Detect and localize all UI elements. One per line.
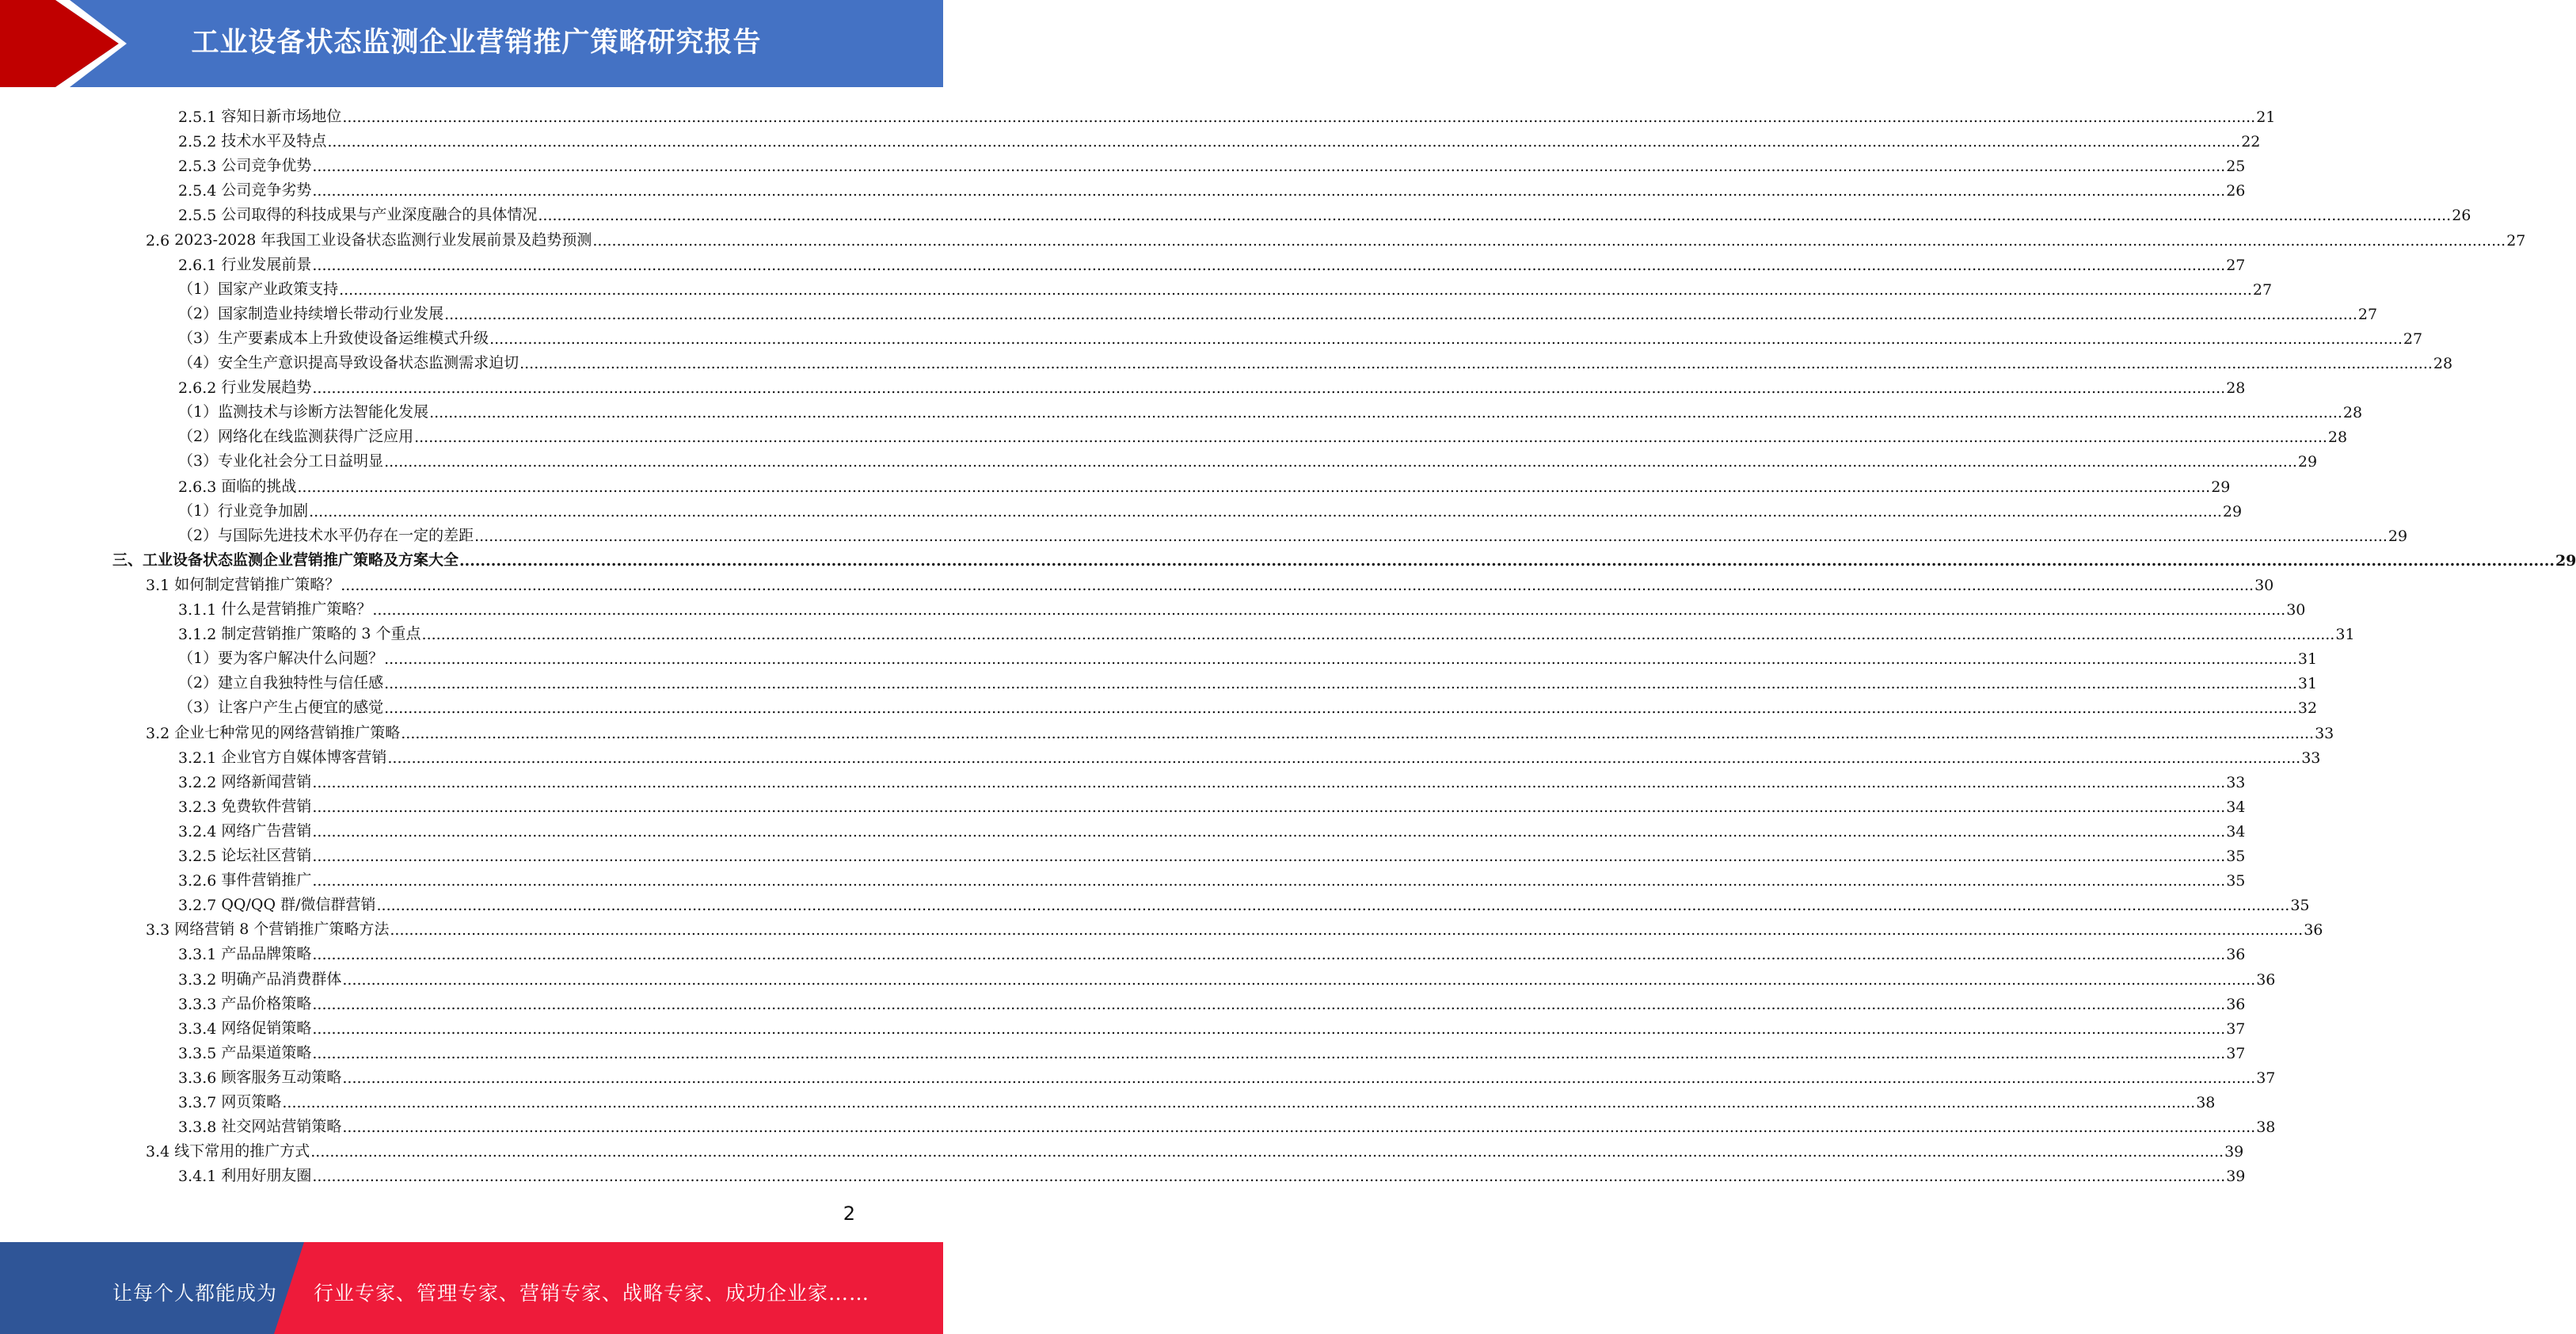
toc-entry-title: 公司取得的科技成果与产业深度融合的具体情况 (221, 206, 538, 224)
toc-entry-title: 如何制定营销推广策略？ (174, 575, 341, 593)
toc-entry-number: 3.3 (146, 921, 170, 940)
toc-entry-title: 行业发展前景 (221, 255, 312, 273)
toc-dot-leader: ................................................................................................................................................................................................................................................................................................................................................................................................................ (519, 355, 2433, 372)
toc-entry-number: 2.6.3 (178, 478, 217, 496)
toc-entry-title: （3）让客户产生占便宜的感觉 (178, 699, 384, 717)
toc-entry-page: 28 (2342, 404, 2363, 422)
toc-entry-title: （1）国家产业政策支持 (178, 280, 339, 298)
toc-entry-number: 3.1 (146, 576, 170, 594)
toc-entry[interactable] (178, 989, 2246, 1013)
footer-slogan-right: 行业专家、管理专家、营销专家、战略专家、成功企业家…… (314, 1282, 870, 1305)
toc-entry-number: 3.3.3 (178, 995, 217, 1013)
toc-entry[interactable] (178, 1038, 2246, 1062)
toc-dot-leader: ................................................................................................................................................................................................................................................................................................................................................................................................................ (339, 280, 2252, 299)
toc-entry-title: 论坛社区营销 (221, 847, 312, 864)
toc-entry-title: （1）要为客户解决什么问题？ (178, 650, 384, 668)
toc-entry[interactable] (178, 865, 2246, 890)
toc-dot-leader: ................................................................................................................................................................................................................................................................................................................................................................................................................ (372, 601, 2286, 619)
toc-entry-page: 30 (2286, 601, 2306, 619)
toc-entry-number: 3.3.5 (178, 1044, 217, 1062)
toc-dot-leader: ................................................................................................................................................................................................................................................................................................................................................................................................................ (312, 1168, 2226, 1186)
toc-entry-page: 39 (2224, 1143, 2244, 1161)
page-footer (0, 1242, 943, 1334)
toc-entry-number: 2.5.3 (178, 158, 217, 176)
toc-dot-leader: ................................................................................................................................................................................................................................................................................................................................................................................................................ (414, 429, 2327, 447)
toc-dot-leader: ................................................................................................................................................................................................................................................................................................................................................................................................................ (312, 1044, 2226, 1062)
toc-entry-page: 34 (2226, 798, 2246, 816)
toc-entry-number: 3.2.3 (178, 798, 217, 816)
toc-entry-page: 27 (2252, 280, 2273, 299)
toc-dot-leader: ................................................................................................................................................................................................................................................................................................................................................................................................................ (384, 699, 2297, 718)
toc-entry-title: 行业发展趋势 (221, 379, 312, 397)
toc-entry-page: 28 (2433, 355, 2453, 372)
toc-dot-leader: ................................................................................................................................................................................................................................................................................................................................................................................................................ (384, 675, 2297, 693)
toc-entry[interactable] (178, 1062, 2276, 1087)
toc-dot-leader: ................................................................................................................................................................................................................................................................................................................................................................................................................ (312, 379, 2226, 398)
toc-entry-title: 工业设备状态监测企业营销推广策略及方案大全 (143, 551, 459, 569)
toc-dot-leader: ................................................................................................................................................................................................................................................................................................................................................................................................................ (401, 724, 2315, 742)
toc-entry[interactable] (178, 323, 2423, 348)
toc-dot-leader: ................................................................................................................................................................................................................................................................................................................................................................................................................ (384, 453, 2297, 471)
toc-entry-number: 3.2.2 (178, 773, 217, 791)
toc-entry-page: 37 (2226, 1020, 2246, 1038)
toc-entry-page: 36 (2256, 970, 2276, 989)
toc-entry-page: 36 (2226, 946, 2246, 964)
toc-entry-title: 免费软件营销 (221, 797, 312, 815)
toc-entry-page: 29 (2555, 551, 2576, 570)
toc-entry[interactable] (146, 1136, 2244, 1161)
toc-entry-title: QQ/QQ 群/微信群营销 (221, 896, 376, 914)
report-title: 工业设备状态监测企业营销推广策略研究报告 (191, 27, 762, 59)
footer-slogan-left: 让每个人都能成为 (112, 1282, 278, 1305)
toc-entry[interactable] (146, 914, 2323, 940)
toc-entry-title: （4）安全生产意识提高导致设备状态监测需求迫切 (178, 354, 519, 372)
toc-entry-page: 31 (2297, 650, 2318, 669)
toc-entry-page: 33 (2226, 773, 2246, 791)
toc-entry[interactable] (178, 594, 2306, 619)
toc-dot-leader: ................................................................................................................................................................................................................................................................................................................................................................................................................ (312, 182, 2226, 200)
toc-entry-number: 3.1.2 (178, 626, 217, 644)
toc-entry-page: 33 (2315, 724, 2334, 742)
toc-entry-page: 28 (2327, 429, 2348, 447)
toc-entry-page: 27 (2357, 305, 2378, 323)
toc-entry-number: 3.2.5 (178, 848, 217, 865)
toc-dot-leader: ................................................................................................................................................................................................................................................................................................................................................................................................................ (459, 551, 2555, 570)
toc-entry[interactable] (178, 397, 2363, 422)
toc-entry-page: 36 (2304, 921, 2323, 940)
toc-entry-title: （2）与国际先进技术水平仍存在一定的差距 (178, 526, 474, 544)
toc-entry[interactable] (146, 718, 2334, 742)
toc-entry-number: 3.3.7 (178, 1094, 217, 1111)
toc-entry[interactable] (178, 840, 2246, 865)
toc-dot-leader: ................................................................................................................................................................................................................................................................................................................................................................................................................ (312, 848, 2226, 865)
toc-entry-title: 容知日新市场地位 (221, 108, 342, 125)
toc-entry-page: 37 (2226, 1044, 2246, 1062)
toc-entry[interactable] (178, 348, 2453, 372)
toc-entry-page: 35 (2226, 872, 2246, 890)
toc-entry-number: 3.2.4 (178, 822, 217, 840)
toc-entry-number: 3.3.1 (178, 946, 217, 964)
toc-entry[interactable] (178, 964, 2276, 989)
toc-dot-leader: ................................................................................................................................................................................................................................................................................................................................................................................................................ (312, 946, 2226, 964)
page-header (0, 0, 943, 87)
toc-entry-title: 线下常用的推广方式 (174, 1142, 310, 1161)
toc-entry-page: 22 (2241, 133, 2261, 151)
toc-entry[interactable] (178, 151, 2246, 176)
toc-entry-page: 32 (2297, 699, 2318, 718)
toc-entry-title: 网页策略 (221, 1093, 282, 1111)
toc-entry-title: 产品价格策略 (221, 994, 312, 1012)
toc-entry-page: 36 (2226, 995, 2246, 1013)
toc-entry-title: 顾客服务互动策略 (221, 1068, 342, 1086)
toc-entry-page: 30 (2254, 576, 2274, 594)
toc-entry-page: 27 (2226, 256, 2246, 274)
toc-dot-leader: ................................................................................................................................................................................................................................................................................................................................................................................................................ (312, 158, 2226, 176)
toc-entry[interactable] (178, 742, 2321, 767)
toc-entry-title: 制定营销推广策略的 3 个重点 (221, 625, 421, 643)
toc-entry[interactable] (146, 570, 2274, 594)
toc-dot-leader: ................................................................................................................................................................................................................................................................................................................................................................................................................ (327, 133, 2241, 151)
toc-entry-page: 21 (2256, 109, 2276, 126)
toc-entry[interactable] (178, 643, 2318, 669)
toc-entry[interactable] (178, 791, 2246, 816)
toc-entry[interactable] (178, 471, 2231, 496)
toc-entry-page: 34 (2226, 822, 2246, 840)
toc-entry[interactable] (178, 372, 2246, 398)
toc-dot-leader: ................................................................................................................................................................................................................................................................................................................................................................................................................ (312, 995, 2226, 1013)
toc-dot-leader: ................................................................................................................................................................................................................................................................................................................................................................................................................ (376, 897, 2290, 915)
toc-entry[interactable] (178, 890, 2310, 915)
toc-entry-page: 35 (2290, 897, 2310, 915)
toc-entry[interactable] (178, 250, 2246, 274)
toc-entry-title: 什么是营销推广策略？ (221, 600, 372, 618)
toc-entry-number: 2.5.4 (178, 182, 217, 200)
toc-entry-number: 2.6.2 (178, 379, 217, 398)
toc-entry-title: 产品渠道策略 (221, 1043, 312, 1061)
toc-dot-leader: ................................................................................................................................................................................................................................................................................................................................................................................................................ (390, 921, 2304, 940)
toc-entry-number: 三、 (112, 551, 143, 569)
toc-dot-leader: ................................................................................................................................................................................................................................................................................................................................................................................................................ (421, 626, 2335, 644)
toc-entry-page: 28 (2226, 379, 2246, 398)
toc-entry[interactable] (178, 1111, 2276, 1137)
toc-entry-title: 企业官方自媒体博客营销 (221, 748, 387, 766)
toc-entry-page: 37 (2256, 1069, 2276, 1087)
toc-dot-leader: ................................................................................................................................................................................................................................................................................................................................................................................................................ (312, 872, 2226, 890)
toc-entry-page: 25 (2226, 158, 2246, 176)
toc-entry-page: 38 (2256, 1119, 2276, 1137)
toc-entry-number: 3.1.1 (178, 601, 217, 619)
toc-entry[interactable] (178, 274, 2273, 299)
toc-entry-page: 33 (2301, 749, 2321, 767)
toc-entry-title: 利用好朋友圈 (221, 1167, 312, 1185)
toc-dot-leader: ................................................................................................................................................................................................................................................................................................................................................................................................................ (312, 256, 2226, 274)
toc-entry-number: 3.4 (146, 1143, 170, 1161)
toc-entry[interactable] (178, 1087, 2216, 1111)
toc-dot-leader: ................................................................................................................................................................................................................................................................................................................................................................................................................ (474, 527, 2388, 545)
toc-entry-page: 31 (2297, 675, 2318, 693)
toc-dot-leader: ................................................................................................................................................................................................................................................................................................................................................................................................................ (429, 404, 2342, 422)
toc-entry-page: 31 (2335, 626, 2355, 644)
toc-dot-leader: ................................................................................................................................................................................................................................................................................................................................................................................................................ (312, 773, 2226, 791)
toc-entry-number: 2.5.5 (178, 207, 217, 225)
toc-entry-page: 26 (2226, 182, 2246, 200)
toc-entry-title: （3）专业化社会分工日益明显 (178, 452, 384, 471)
toc-entry-number: 3.2.6 (178, 872, 217, 890)
toc-dot-leader: ................................................................................................................................................................................................................................................................................................................................................................................................................ (538, 207, 2452, 225)
toc-dot-leader: ................................................................................................................................................................................................................................................................................................................................................................................................................ (310, 1143, 2224, 1161)
toc-dot-leader: ................................................................................................................................................................................................................................................................................................................................................................................................................ (312, 798, 2226, 816)
toc-entry-title: 产品品牌策略 (221, 945, 312, 963)
toc-entry-title: 网络营销 8 个营销推广策略方法 (174, 920, 390, 939)
toc-entry[interactable] (178, 619, 2355, 644)
toc-entry-number: 3.3.2 (178, 970, 217, 989)
toc-entry-page: 29 (2222, 502, 2243, 520)
toc-dot-leader: ................................................................................................................................................................................................................................................................................................................................................................................................................ (309, 502, 2222, 520)
toc-entry-page: 29 (2211, 478, 2231, 496)
toc-dot-leader: ................................................................................................................................................................................................................................................................................................................................................................................................................ (387, 749, 2301, 767)
toc-entry-page: 39 (2226, 1168, 2246, 1186)
toc-entry-title: 明确产品消费群体 (221, 970, 342, 988)
toc-entry-page: 27 (2506, 231, 2526, 250)
toc-entry[interactable] (178, 126, 2261, 151)
toc-dot-leader: ................................................................................................................................................................................................................................................................................................................................................................................................................ (384, 650, 2297, 669)
toc-entry-title: 事件营销推广 (221, 871, 312, 890)
toc-dot-leader: ................................................................................................................................................................................................................................................................................................................................................................................................................ (312, 1020, 2226, 1038)
toc-entry[interactable] (178, 1013, 2246, 1038)
toc-entry-title: 网络广告营销 (221, 821, 312, 840)
toc-entry-number: 3.3.6 (178, 1069, 217, 1087)
toc-entry[interactable] (178, 816, 2246, 840)
toc-entry-title: 网络新闻营销 (221, 772, 312, 791)
toc-entry-title: 网络促销策略 (221, 1019, 312, 1037)
toc-entry[interactable] (112, 545, 2576, 570)
toc-entry-title: （1）行业竞争加剧 (178, 501, 309, 520)
toc-entry[interactable] (178, 421, 2348, 447)
toc-entry[interactable] (178, 496, 2243, 520)
toc-entry-number: 2.5.2 (178, 133, 217, 151)
toc-entry-page: 29 (2297, 453, 2318, 471)
toc-dot-leader: ................................................................................................................................................................................................................................................................................................................................................................................................................ (342, 109, 2256, 126)
toc-entry-title: （1）监测技术与诊断方法智能化发展 (178, 403, 429, 421)
toc-entry-number: 2.6.1 (178, 256, 217, 274)
toc-entry-number: 3.3.8 (178, 1119, 217, 1137)
toc-entry[interactable] (178, 175, 2246, 200)
toc-dot-leader: ................................................................................................................................................................................................................................................................................................................................................................................................................ (341, 576, 2254, 594)
toc-entry-title: 技术水平及特点 (221, 132, 327, 151)
toc-entry[interactable] (146, 225, 2526, 250)
toc-entry[interactable] (178, 101, 2276, 126)
toc-entry-title: 面临的挑战 (221, 477, 297, 495)
toc-entry-number: 3.2.1 (178, 749, 217, 767)
toc-entry-title: （3）生产要素成本上升致使设备运维模式升级 (178, 329, 489, 347)
toc-entry-number: 2.5.1 (178, 109, 217, 126)
toc-entry[interactable] (178, 200, 2471, 225)
toc-entry-title: 公司竞争优势 (221, 157, 312, 175)
toc-dot-leader: ................................................................................................................................................................................................................................................................................................................................................................................................................ (444, 305, 2357, 323)
toc-entry-title: （2）国家制造业持续增长带动行业发展 (178, 304, 444, 322)
toc-dot-leader: ................................................................................................................................................................................................................................................................................................................................................................................................................ (342, 1119, 2256, 1137)
toc-dot-leader: ................................................................................................................................................................................................................................................................................................................................................................................................................ (342, 970, 2256, 989)
toc-dot-leader: ................................................................................................................................................................................................................................................................................................................................................................................................................ (592, 231, 2506, 250)
toc-entry-page: 29 (2388, 527, 2408, 545)
toc-entry-title: 企业七种常见的网络营销推广策略 (174, 723, 401, 741)
toc-entry-number: 3.3.4 (178, 1020, 217, 1038)
toc-entry-number: 3.4.1 (178, 1168, 217, 1186)
page-number: 2 (843, 1203, 855, 1225)
toc-entry-title: 社交网站营销策略 (221, 1118, 342, 1136)
toc-entry-number: 3.2 (146, 724, 170, 742)
toc-entry[interactable] (178, 299, 2378, 323)
toc-entry-page: 27 (2403, 330, 2423, 348)
toc-entry-title: 2023-2028 年我国工业设备状态监测行业发展前景及趋势预测 (174, 231, 592, 249)
toc-entry-page: 35 (2226, 848, 2246, 865)
toc-entry-page: 38 (2196, 1094, 2216, 1111)
toc-dot-leader: ................................................................................................................................................................................................................................................................................................................................................................................................................ (282, 1094, 2196, 1111)
toc-entry[interactable] (178, 767, 2246, 791)
toc-entry-number: 3.2.7 (178, 897, 217, 915)
toc-entry[interactable] (178, 668, 2318, 693)
toc-entry-title: （2）网络化在线监测获得广泛应用 (178, 428, 414, 446)
toc-dot-leader: ................................................................................................................................................................................................................................................................................................................................................................................................................ (297, 478, 2211, 496)
toc-entry[interactable] (178, 939, 2246, 964)
toc-entry-title: 公司竞争劣势 (221, 181, 312, 200)
toc-dot-leader: ................................................................................................................................................................................................................................................................................................................................................................................................................ (312, 822, 2226, 840)
toc-entry-number: 2.6 (146, 231, 170, 250)
toc-dot-leader: ................................................................................................................................................................................................................................................................................................................................................................................................................ (489, 330, 2403, 348)
toc-dot-leader: ................................................................................................................................................................................................................................................................................................................................................................................................................ (342, 1069, 2256, 1087)
toc-entry[interactable] (178, 692, 2318, 718)
toc-entry[interactable] (178, 1161, 2246, 1186)
toc-entry-title: （2）建立自我独特性与信任感 (178, 674, 384, 692)
toc-entry[interactable] (178, 446, 2318, 471)
toc-entry[interactable] (178, 520, 2408, 545)
toc-entry-page: 26 (2452, 207, 2471, 225)
